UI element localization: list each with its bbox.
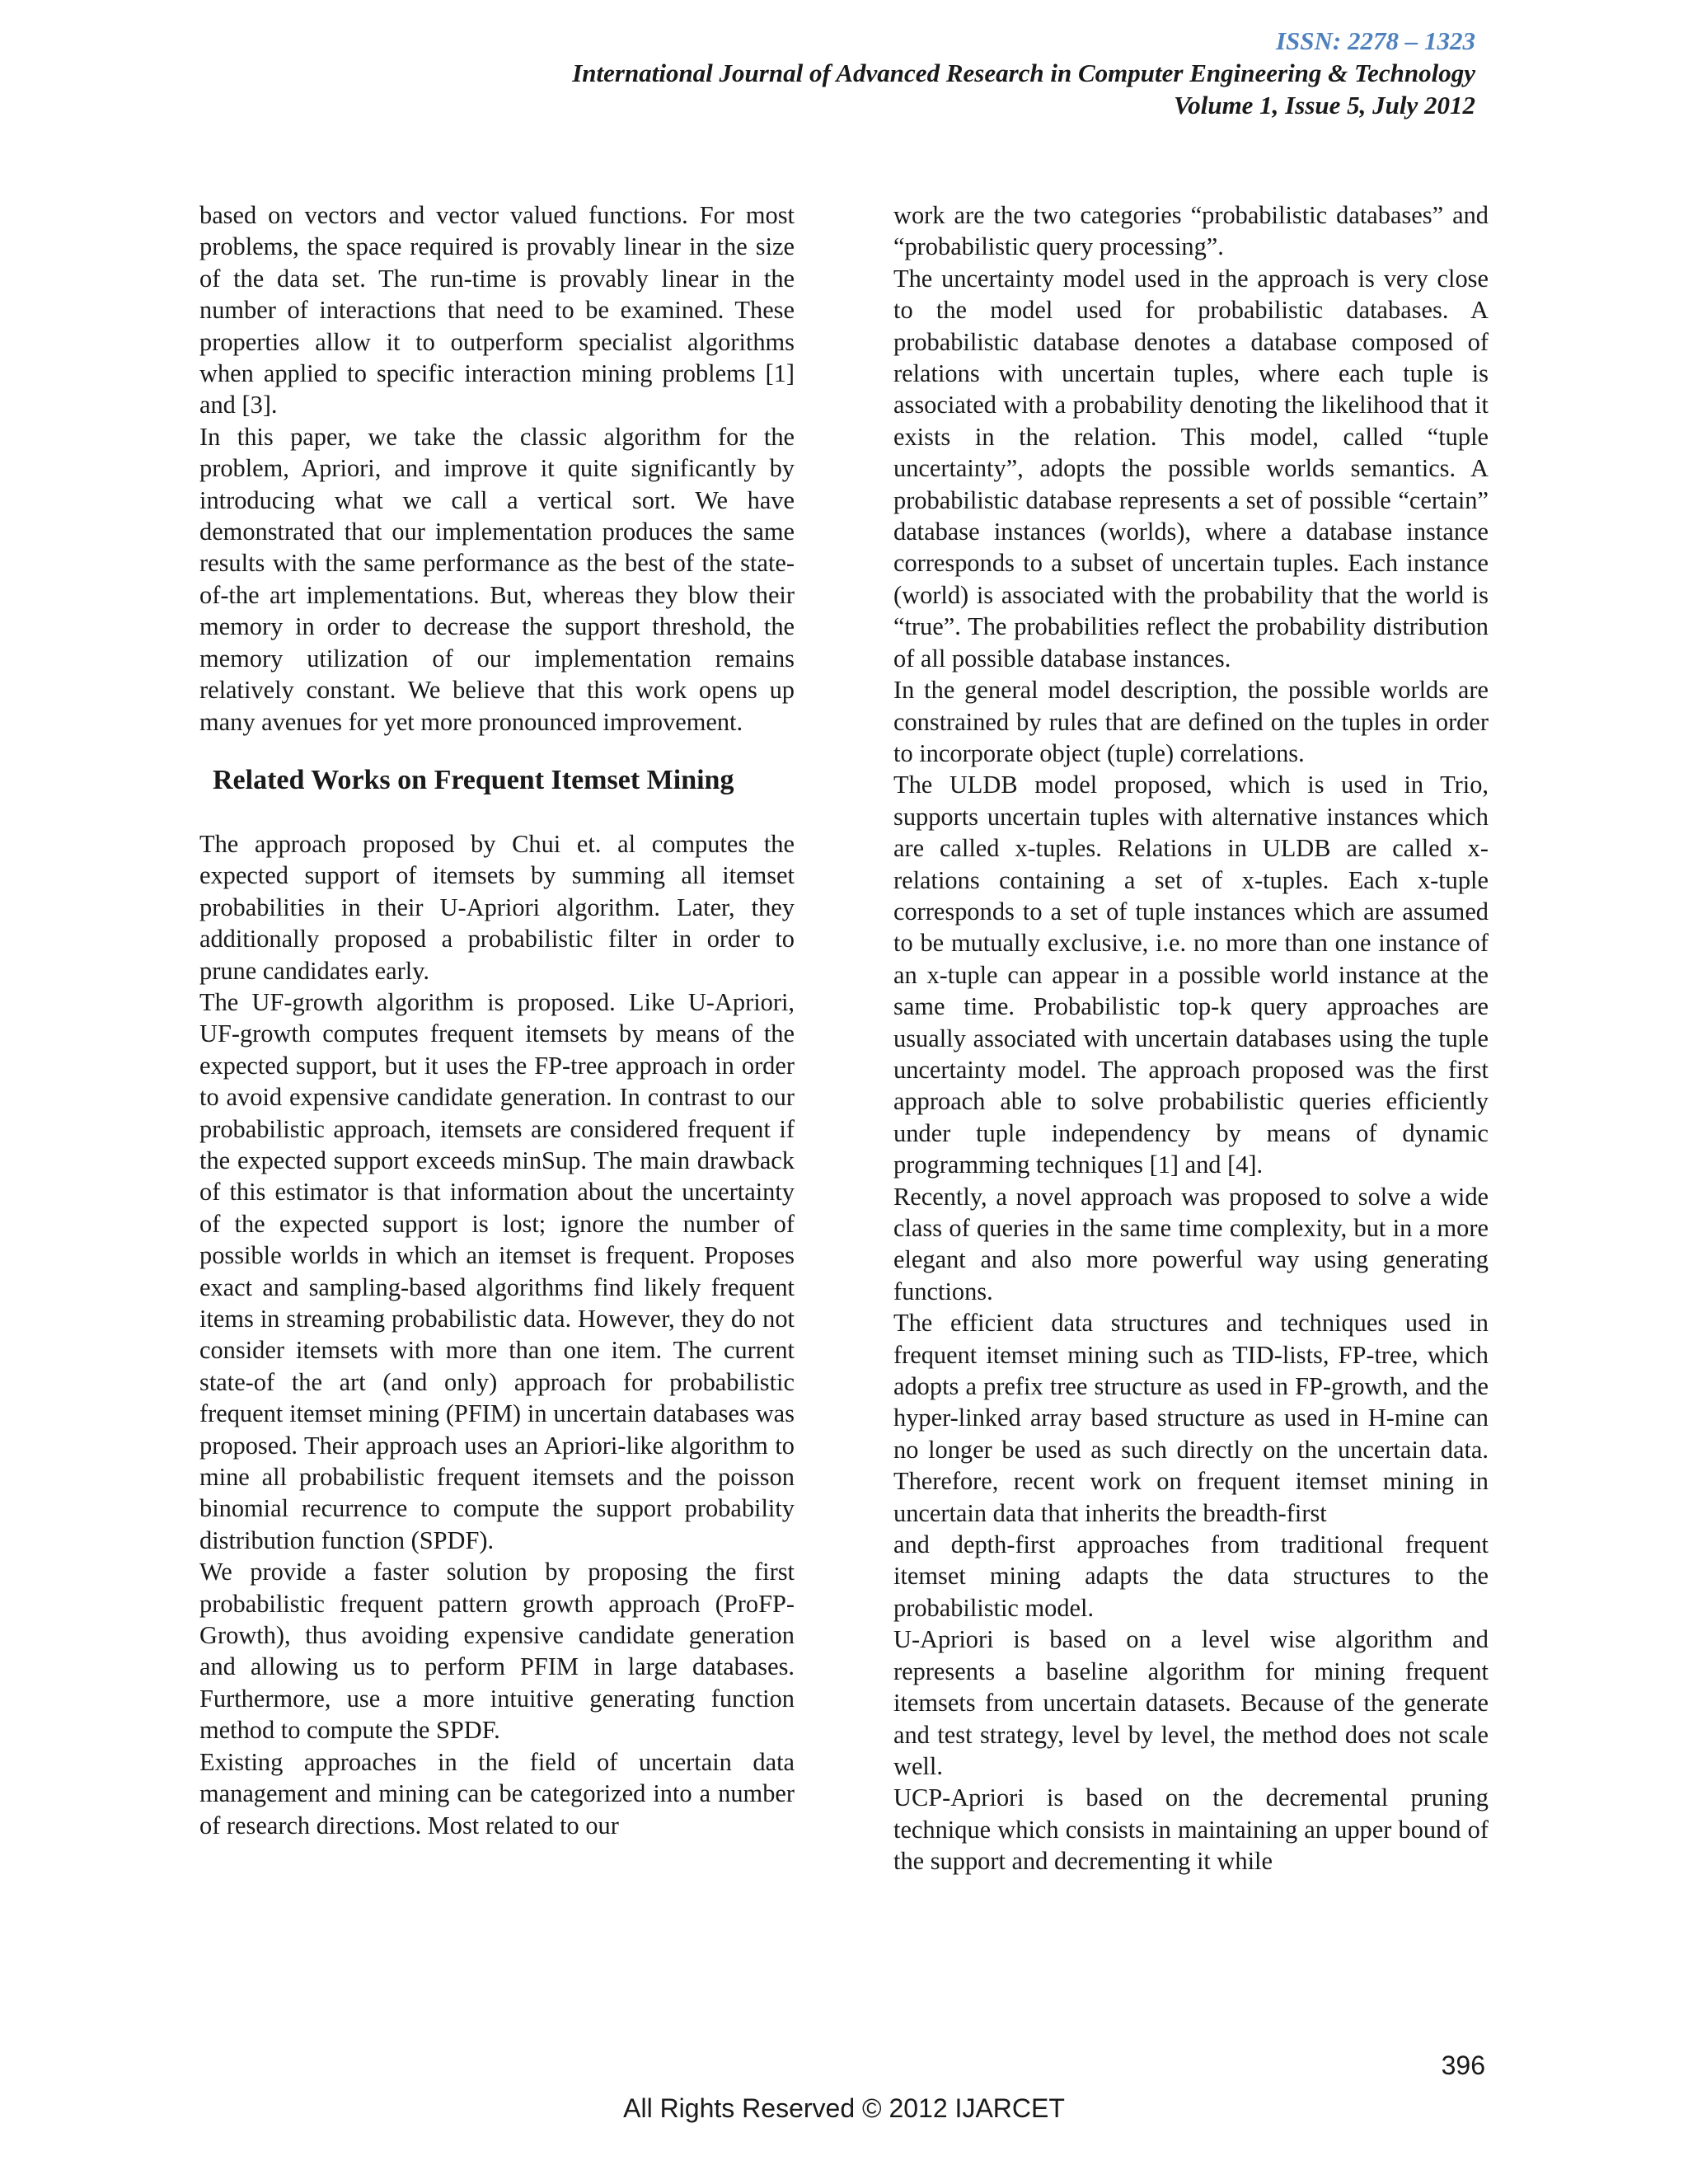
paragraph: In this paper, we take the classic algorithm for the problem, Apriori, and improve it quite significantly by introducing what we call a vertical sort. We have demonstrated that our implementation produces the same results with the same performance as the best of the state-of-the art implementations. But, whereas they blow their memory in order to decrease the support threshold, the memory utilization of our implementation remains relatively constant. We believe that this work opens up many avenues for yet more pronounced improvement. <box>199 422 795 736</box>
paragraph: based on vectors and vector valued functions. For most problems, the space required is provably linear in the size of the data set. The run-time is provably linear in the number of interactions that need to be examined. These properties allow it to outperform specialist algorithms when applied to specific interaction mining problems [1] and [3]. <box>199 201 795 419</box>
journal-title: International Journal of Advanced Research in Computer Engineering & Technology <box>572 59 1475 87</box>
paragraph: work are the two categories “probabilistic databases” and “probabilistic query processing”. <box>893 201 1489 261</box>
issn-label: ISSN: 2278 – 1323 <box>1275 26 1475 55</box>
section-heading: Related Works on Frequent Itemset Mining <box>213 764 734 795</box>
page-number: 396 <box>1441 2050 1485 2080</box>
paragraph: The UF-growth algorithm is proposed. Like U-Apriori, UF-growth computes frequent itemsets by means of the expected support, but it uses the FP-tree approach in order to avoid expensive candidate generation. In contrast to our probabilistic approach, itemsets are considered frequent if the expected support exceeds minSup. The main drawback of this estimator is that information about the uncertainty of the expected support is lost; ignore the number of possible worlds in which an itemset is frequent. Proposes exact and sampling-based algorithms find likely frequent items in streaming probabilistic data. However, they do not consider itemsets with more than one item. The current state-of the art (and only) approach for probabilistic frequent itemset mining (PFIM) in uncertain databases was proposed. Their approach uses an Apriori-like algorithm to mine all probabilistic frequent itemsets and the poisson binomial recurrence to compute the support probability distribution function (SPDF). <box>199 987 795 1554</box>
volume-issue: Volume 1, Issue 5, July 2012 <box>1173 91 1475 120</box>
paragraph: The uncertainty model used in the approach is very close to the model used for probabilistic databases. A probabilistic database denotes a database composed of relations with uncertain tuples, where each tuple is associated with a probability denoting the likelihood that it exists in the relation. This model, called “tuple uncertainty”, adopts the possible worlds semantics. A probabilistic database represents a set of possible “certain” database instances (worlds), where a database instance corresponds to a subset of uncertain tuples. Each instance (world) is associated with the probability that the world is “true”. The probabilities reflect the probability distribution of all possible database instances. <box>893 264 1489 673</box>
right-column <box>893 199 1489 1877</box>
paragraph: Existing approaches in the field of uncertain data management and mining can be categorized into a number of research directions. Most related to our <box>199 1747 795 1840</box>
paragraph: The efficient data structures and techniques used in frequent itemset mining such as TID-lists, FP-tree, which adopts a prefix tree structure as used in FP-growth, and the hyper-linked array based structure as used in H-mine can no longer be used as such directly on the uncertain data. Therefore, recent work on frequent itemset mining in uncertain data that inherits the breadth-first <box>893 1309 1489 1527</box>
paragraph: The ULDB model proposed, which is used in Trio, supports uncertain tuples with alternative instances which are called x-tuples. Relations in ULDB are called x-relations containing a set of x-tuples. Each x-tuple corresponds to a set of tuple instances which are assumed to be mutually exclusive, i.e. no more than one instance of an x-tuple can appear in a possible world instance at the same time. Probabilistic top-k query approaches are usually associated with uncertain databases using the tuple uncertainty model. The approach proposed was the first approach able to solve probabilistic queries efficiently under tuple independency by means of dynamic programming techniques [1] and [4]. <box>893 771 1489 1179</box>
paragraph: U-Apriori is based on a level wise algorithm and represents a baseline algorithm for mining frequent itemsets from uncertain datasets. Because of the generate and test strategy, level by level, the method does not scale well. <box>893 1625 1489 1780</box>
paragraph: We provide a faster solution by proposing the first probabilistic frequent pattern growth approach (ProFP-Growth), thus avoiding expensive candidate generation and allowing us to perform PFIM in large databases. Furthermore, use a more intuitive generating function method to compute the SPDF. <box>199 1558 795 1745</box>
paragraph: and depth-first approaches from traditional frequent itemset mining adapts the data structures to the probabilistic model. <box>893 1530 1489 1622</box>
paragraph: The approach proposed by Chui et. al computes the expected support of itemsets by summing all itemset probabilities in their U-Apriori algorithm. Later, they additionally proposed a probabilistic filter in order to prune candidates early. <box>199 829 795 985</box>
copyright-footer: All Rights Reserved © 2012 IJARCET <box>623 2093 1065 2123</box>
journal-header <box>572 25 1475 121</box>
left-column <box>199 199 795 1841</box>
paragraph: In the general model description, the possible worlds are constrained by rules that are defined on the tuples in order to incorporate object (tuple) correlations. <box>893 676 1489 767</box>
paragraph: UCP-Apriori is based on the decremental pruning technique which consists in maintaining an upper bound of the support and decrementing it while <box>893 1783 1489 1876</box>
paragraph: Recently, a novel approach was proposed to solve a wide class of queries in the same time complexity, but in a more elegant and also more powerful way using generating functions. <box>893 1182 1489 1305</box>
